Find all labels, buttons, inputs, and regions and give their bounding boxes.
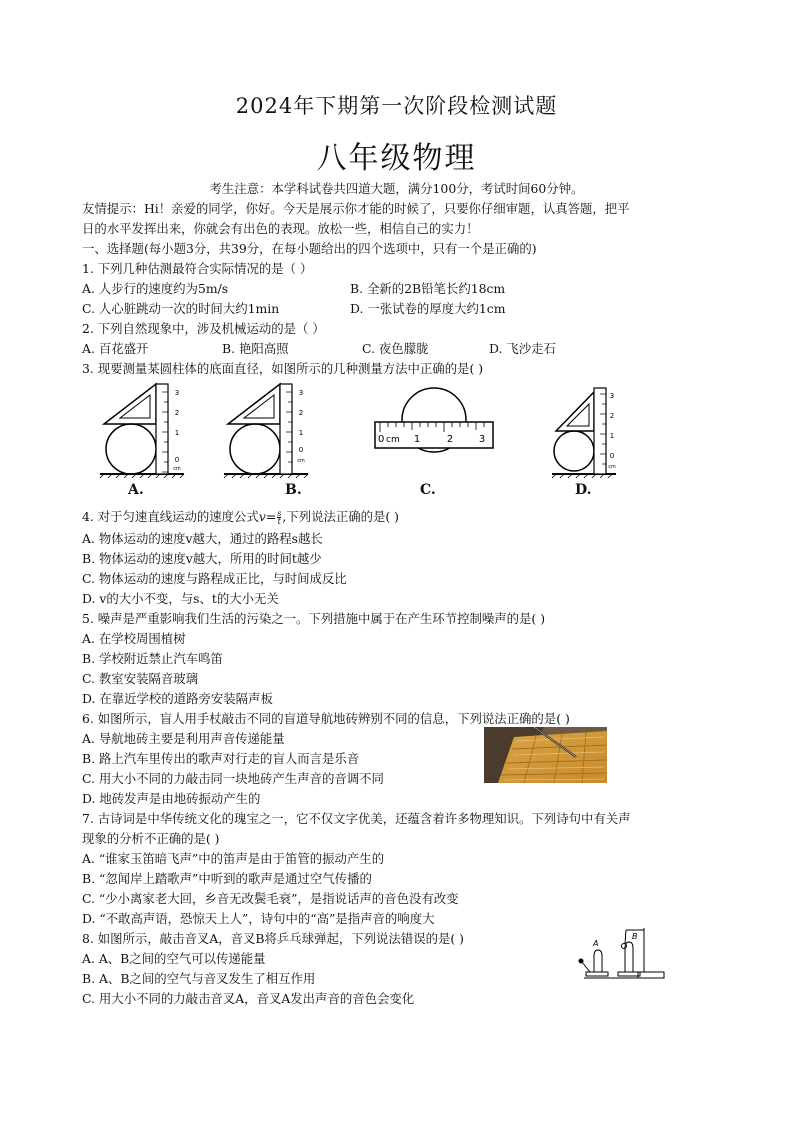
question-2-option-c: C. 夜色朦胧 (362, 341, 429, 356)
figure-b-measurement (222, 382, 310, 478)
question-4-option-c: C. 物体运动的速度与路程成正比，与时间成反比 (82, 571, 347, 586)
exam-title: 2024年下期第一次阶段检测试题 (235, 94, 558, 118)
figure-c-unit: cm (386, 435, 400, 445)
fork-a-label: A (593, 939, 599, 948)
question-5-option-c: C. 教室安装隔音玻璃 (82, 671, 199, 686)
question-8-stem: 8. 如图所示，敲击音叉A，音叉B将乒乓球弹起，下列说法错误的是( ) (82, 931, 464, 946)
question-7-option-c: C. “少小离家老大回，乡音无改鬓毛衰”，是指说话声的音色没有改变 (82, 891, 459, 906)
formula-v: v (258, 509, 266, 524)
tuning-fork-figure (572, 918, 668, 982)
question-6-stem: 6. 如图所示，盲人用手杖敲击不同的盲道导航地砖辨别不同的信息，下列说法正确的是( ) (82, 711, 570, 726)
question-1-stem: 1. 下列几种估测最符合实际情况的是（ ） (82, 261, 313, 276)
figure-b-tick-1: 1 (298, 429, 304, 437)
question-6-option-a: A. 导航地砖主要是利用声音传递能量 (82, 731, 285, 746)
exam-notice: 考生注意：本学科试卷共四道大题，满分100分，考试时间60分钟。 (209, 181, 584, 196)
question-1-option-a: A. 人步行的速度约为5m/s (82, 281, 229, 296)
question-1-option-d: D. 一张试卷的厚度大约1cm (350, 301, 506, 316)
question-7-option-d: D. “不敢高声语，恐惊天上人”，诗句中的“高”是指声音的响度大 (82, 911, 435, 926)
figure-d-tick-0: 0 (609, 452, 615, 460)
figure-d-measurement (552, 382, 618, 478)
figure-c-measurement (372, 384, 496, 456)
figure-b-tick-3: 3 (298, 389, 304, 397)
question-7-option-a: A. “谁家玉笛暗飞声”中的笛声是由于笛管的振动产生的 (82, 851, 385, 866)
figure-a-tick-0: 0 (174, 456, 180, 464)
question-5-stem: 5. 噪声是严重影响我们生活的污染之一。下列措施中属于在产生环节控制噪声的是( ) (82, 611, 546, 626)
figure-c-tick-3: 3 (478, 434, 486, 445)
question-3-stem: 3. 现要测量某圆柱体的底面直径，如图所示的几种测量方法中正确的是( ) (82, 361, 484, 376)
question-4-option-b: B. 物体运动的速度v越大，所用的时间t越少 (82, 551, 322, 566)
figure-c-tick-1: 1 (413, 434, 421, 445)
formula-denominator: t (277, 517, 281, 526)
figure-c-tick-2: 2 (446, 434, 454, 445)
figure-b-tick-2: 2 (298, 409, 304, 417)
question-4-option-d: D. v的大小不变，与s、t的大小无关 (82, 591, 279, 606)
formula-numerator: s (277, 509, 282, 518)
figure-a-tick-3: 3 (174, 389, 180, 397)
figure-d-unit: cm (608, 464, 616, 470)
question-4-stem-end: ,下列说法正确的是( ) (282, 509, 400, 524)
fork-b-label: B (632, 932, 638, 941)
question-7-stem-line-2: 现象的分析不正确的是( ) (82, 831, 220, 846)
tip-line-1: 友情提示：Hi！亲爱的同学，你好。今天是展示你才能的时候了，只要你仔细审题，认真答题，把平 (82, 201, 630, 216)
figure-b-unit: cm (297, 458, 305, 464)
question-6-option-c: C. 用大小不同的力敲击同一块地砖产生声音的音调不同 (82, 771, 384, 786)
question-2-option-b: B. 艳阳高照 (222, 341, 289, 356)
question-1-option-b: B. 全新的2B铅笔长约18cm (350, 281, 506, 296)
figure-b-label: B. (285, 482, 302, 498)
figure-b-tick-0: 0 (298, 446, 304, 454)
section-heading: 一、选择题(每小题3分，共39分，在每小题给出的四个选项中，只有一个是正确的) (82, 241, 537, 256)
tip-line-2: 日的水平发挥出来，你就会有出色的表现。放松一些，相信自己的实力！ (82, 221, 479, 236)
question-1-option-c: C. 人心脏跳动一次的时间大约1min (82, 301, 280, 316)
figure-a-label: A. (128, 482, 144, 498)
question-4-stem (82, 509, 399, 525)
question-8-option-c: C. 用大小不同的力敲击音叉A，音叉A发出声音的音色会变化 (82, 991, 415, 1006)
question-7-stem-line-1: 7. 古诗词是中华传统文化的瑰宝之一，它不仅文字优美，还蕴含着许多物理知识。下列诗句中有关声 (82, 811, 631, 826)
question-4-option-a: A. 物体运动的速度v越大，通过的路程s越长 (82, 531, 323, 546)
tactile-paving-photo (484, 727, 607, 783)
question-6-option-b: B. 路上汽车里传出的歌声对行走的盲人而言是乐音 (82, 751, 360, 766)
question-8-option-b: B. A、B之间的空气与音叉发生了相互作用 (82, 971, 316, 986)
question-2-stem: 2. 下列自然现象中，涉及机械运动的是（ ） (82, 321, 325, 336)
figure-d-label: D. (575, 482, 592, 498)
figure-c-label: C. (420, 482, 436, 498)
exam-subject: 八年级物理 (316, 141, 477, 176)
formula-equals: = (265, 509, 277, 524)
question-5-option-b: B. 学校附近禁止汽车鸣笛 (82, 651, 223, 666)
question-6-option-d: D. 地砖发声是由地砖振动产生的 (82, 791, 261, 806)
figure-d-tick-2: 2 (609, 412, 615, 420)
question-5-option-a: A. 在学校周围植树 (82, 631, 186, 646)
question-2-option-d: D. 飞沙走石 (489, 341, 556, 356)
figure-d-tick-1: 1 (609, 432, 615, 440)
question-8-option-a: A. A、B之间的空气可以传递能量 (82, 951, 266, 966)
figure-a-tick-2: 2 (174, 409, 180, 417)
figure-a-unit: cm (173, 466, 181, 472)
figure-d-tick-3: 3 (609, 392, 615, 400)
figure-c-tick-0: 0 (378, 434, 385, 445)
question-7-option-b: B. “忽闻岸上踏歌声”中听到的歌声是通过空气传播的 (82, 871, 372, 886)
question-4-stem-start: 4. 对于匀速直线运动的速度公式 (82, 509, 259, 524)
question-2-option-a: A. 百花盛开 (82, 341, 149, 356)
figure-a-measurement (98, 382, 186, 478)
figure-a-tick-1: 1 (174, 429, 180, 437)
question-5-option-d: D. 在靠近学校的道路旁安装隔声板 (82, 691, 273, 706)
